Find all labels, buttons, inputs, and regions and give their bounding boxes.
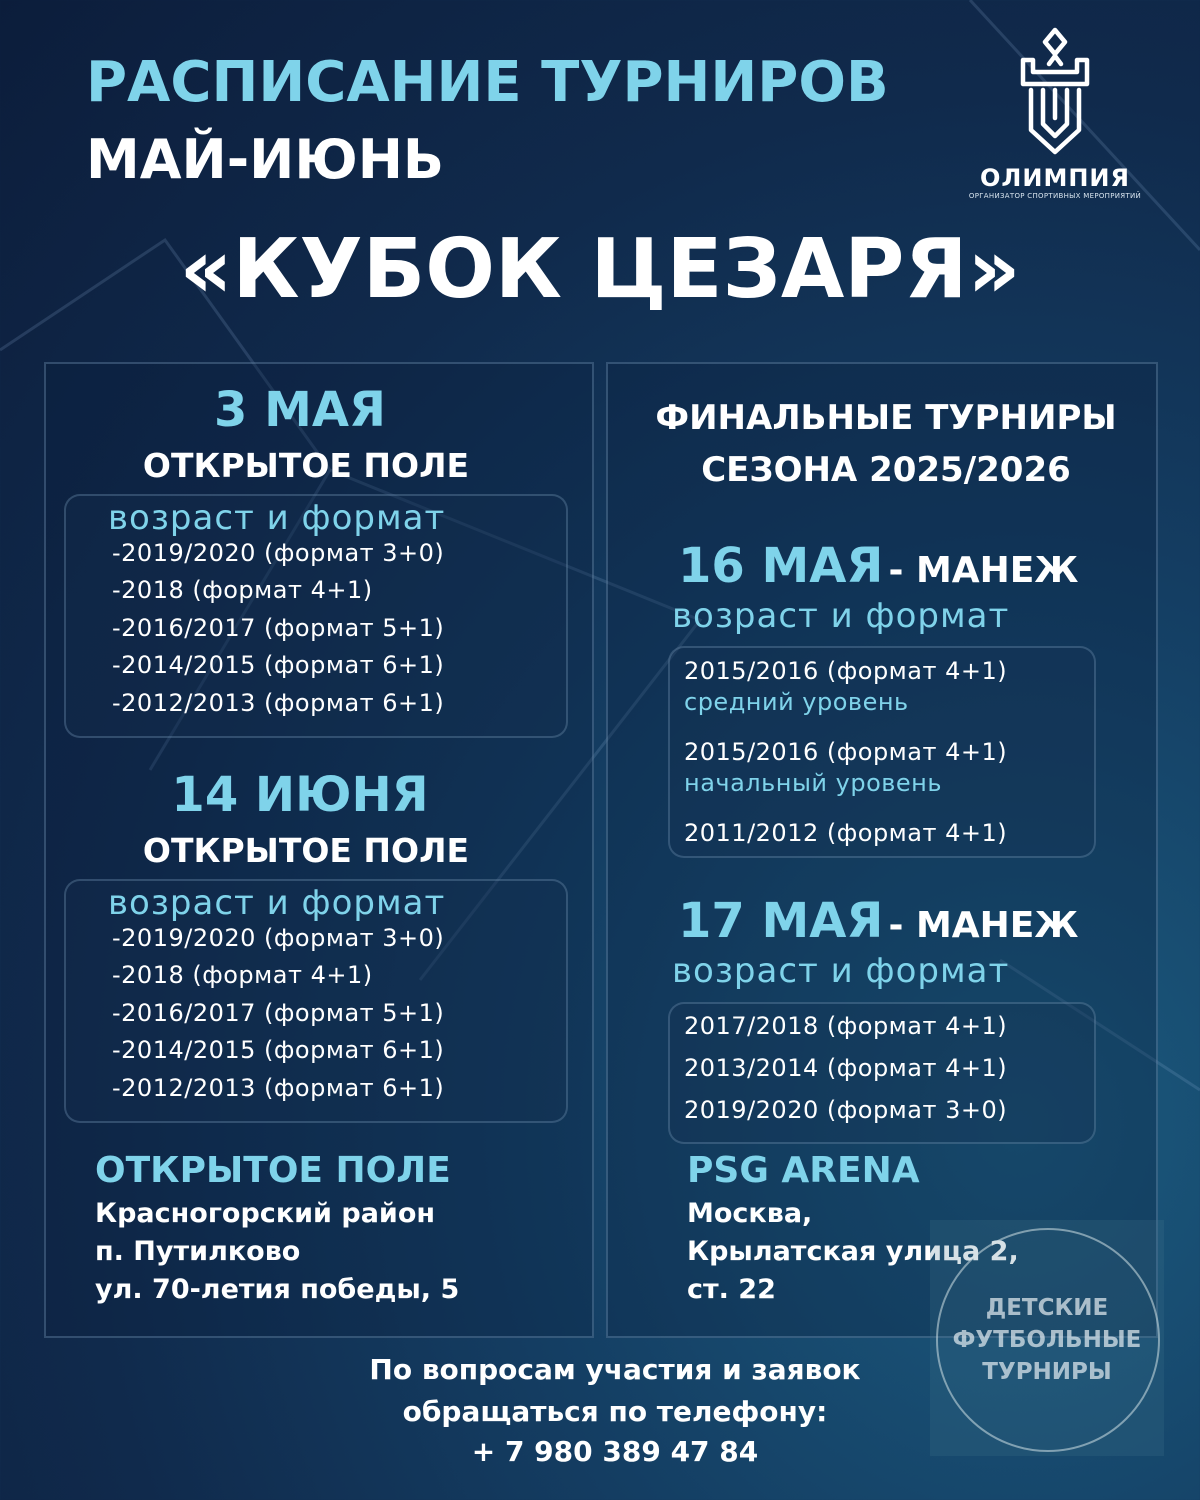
contact-phone[interactable]: + 7 980 389 47 84 (471, 1435, 759, 1468)
address-title: PSG ARENA (687, 1150, 920, 1191)
watermark-text (930, 1292, 1164, 1388)
format-label: возраст и формат (672, 596, 1010, 636)
watermark-line: ДЕТСКИЕ (985, 1295, 1109, 1321)
event-date: 3 МАЯ (214, 382, 386, 438)
address-line: ст. 22 (687, 1274, 776, 1305)
logo-name: ОЛИМПИЯ (980, 164, 1130, 192)
event-heading (678, 893, 1078, 949)
address-line: Крылатская улица 2, (687, 1236, 1019, 1267)
event-venue: - МАНЕЖ (888, 905, 1079, 946)
level-label: средний уровень (684, 688, 909, 716)
format-item: -2014/2015 (формат 6+1) (112, 651, 445, 679)
format-item: -2016/2017 (формат 5+1) (112, 999, 445, 1027)
format-item: -2016/2017 (формат 5+1) (112, 614, 445, 642)
format-item: -2018 (формат 4+1) (112, 576, 373, 604)
format-item: 2013/2014 (формат 4+1) (684, 1054, 1008, 1082)
format-item: -2018 (формат 4+1) (112, 961, 373, 989)
format-item: 2017/2018 (формат 4+1) (684, 1012, 1008, 1040)
format-item: 2015/2016 (формат 4+1) (684, 657, 1008, 685)
event-venue: ОТКРЫТОЕ ПОЛЕ (142, 446, 470, 485)
final-heading-season: СЕЗОНА 2025/2026 (701, 450, 1071, 490)
event-venue: - МАНЕЖ (888, 550, 1079, 591)
address-line: ул. 70-летия победы, 5 (95, 1274, 460, 1305)
format-label: возраст и формат (108, 498, 446, 538)
page-title: РАСПИСАНИЕ ТУРНИРОВ (86, 50, 889, 115)
level-label: начальный уровень (684, 769, 943, 797)
address-line: Москва, (687, 1198, 813, 1229)
format-item: 2011/2012 (формат 4+1) (684, 819, 1008, 847)
format-label: возраст и формат (108, 883, 446, 923)
logo-tagline: ОРГАНИЗАТОР СПОРТИВНЫХ МЕРОПРИЯТИЙ (968, 192, 1142, 200)
format-item: -2014/2015 (формат 6+1) (112, 1036, 445, 1064)
event-date: 16 МАЯ (678, 538, 884, 594)
contact-line: обращаться по телефону: (402, 1395, 828, 1428)
address-title: ОТКРЫТОЕ ПОЛЕ (95, 1150, 451, 1191)
final-heading: ФИНАЛЬНЫЕ ТУРНИРЫ (655, 398, 1117, 438)
event-heading (678, 538, 1078, 594)
logo (960, 26, 1150, 200)
format-item: -2012/2013 (формат 6+1) (112, 689, 445, 717)
event-venue: ОТКРЫТОЕ ПОЛЕ (142, 831, 470, 870)
event-date: 14 ИЮНЯ (171, 767, 429, 823)
address-line: п. Путилково (95, 1236, 301, 1267)
format-item: -2012/2013 (формат 6+1) (112, 1074, 445, 1102)
format-item: -2019/2020 (формат 3+0) (112, 924, 445, 952)
cup-name: «КУБОК ЦЕЗАРЯ» (179, 222, 1021, 317)
event-date: 17 МАЯ (678, 893, 884, 949)
contact-line: По вопросам участия и заявок (369, 1353, 861, 1386)
format-item: 2015/2016 (формат 4+1) (684, 738, 1008, 766)
torch-emblem-icon (1019, 26, 1091, 156)
format-item: 2019/2020 (формат 3+0) (684, 1096, 1008, 1124)
page-subtitle: МАЙ-ИЮНЬ (86, 128, 445, 191)
format-label: возраст и формат (672, 951, 1010, 991)
format-item: -2019/2020 (формат 3+0) (112, 539, 445, 567)
watermark-line: ФУТБОЛЬНЫЕ (952, 1327, 1142, 1353)
watermark (930, 1220, 1164, 1456)
watermark-line: ТУРНИРЫ (982, 1359, 1112, 1385)
address-line: Красногорский район (95, 1198, 436, 1229)
